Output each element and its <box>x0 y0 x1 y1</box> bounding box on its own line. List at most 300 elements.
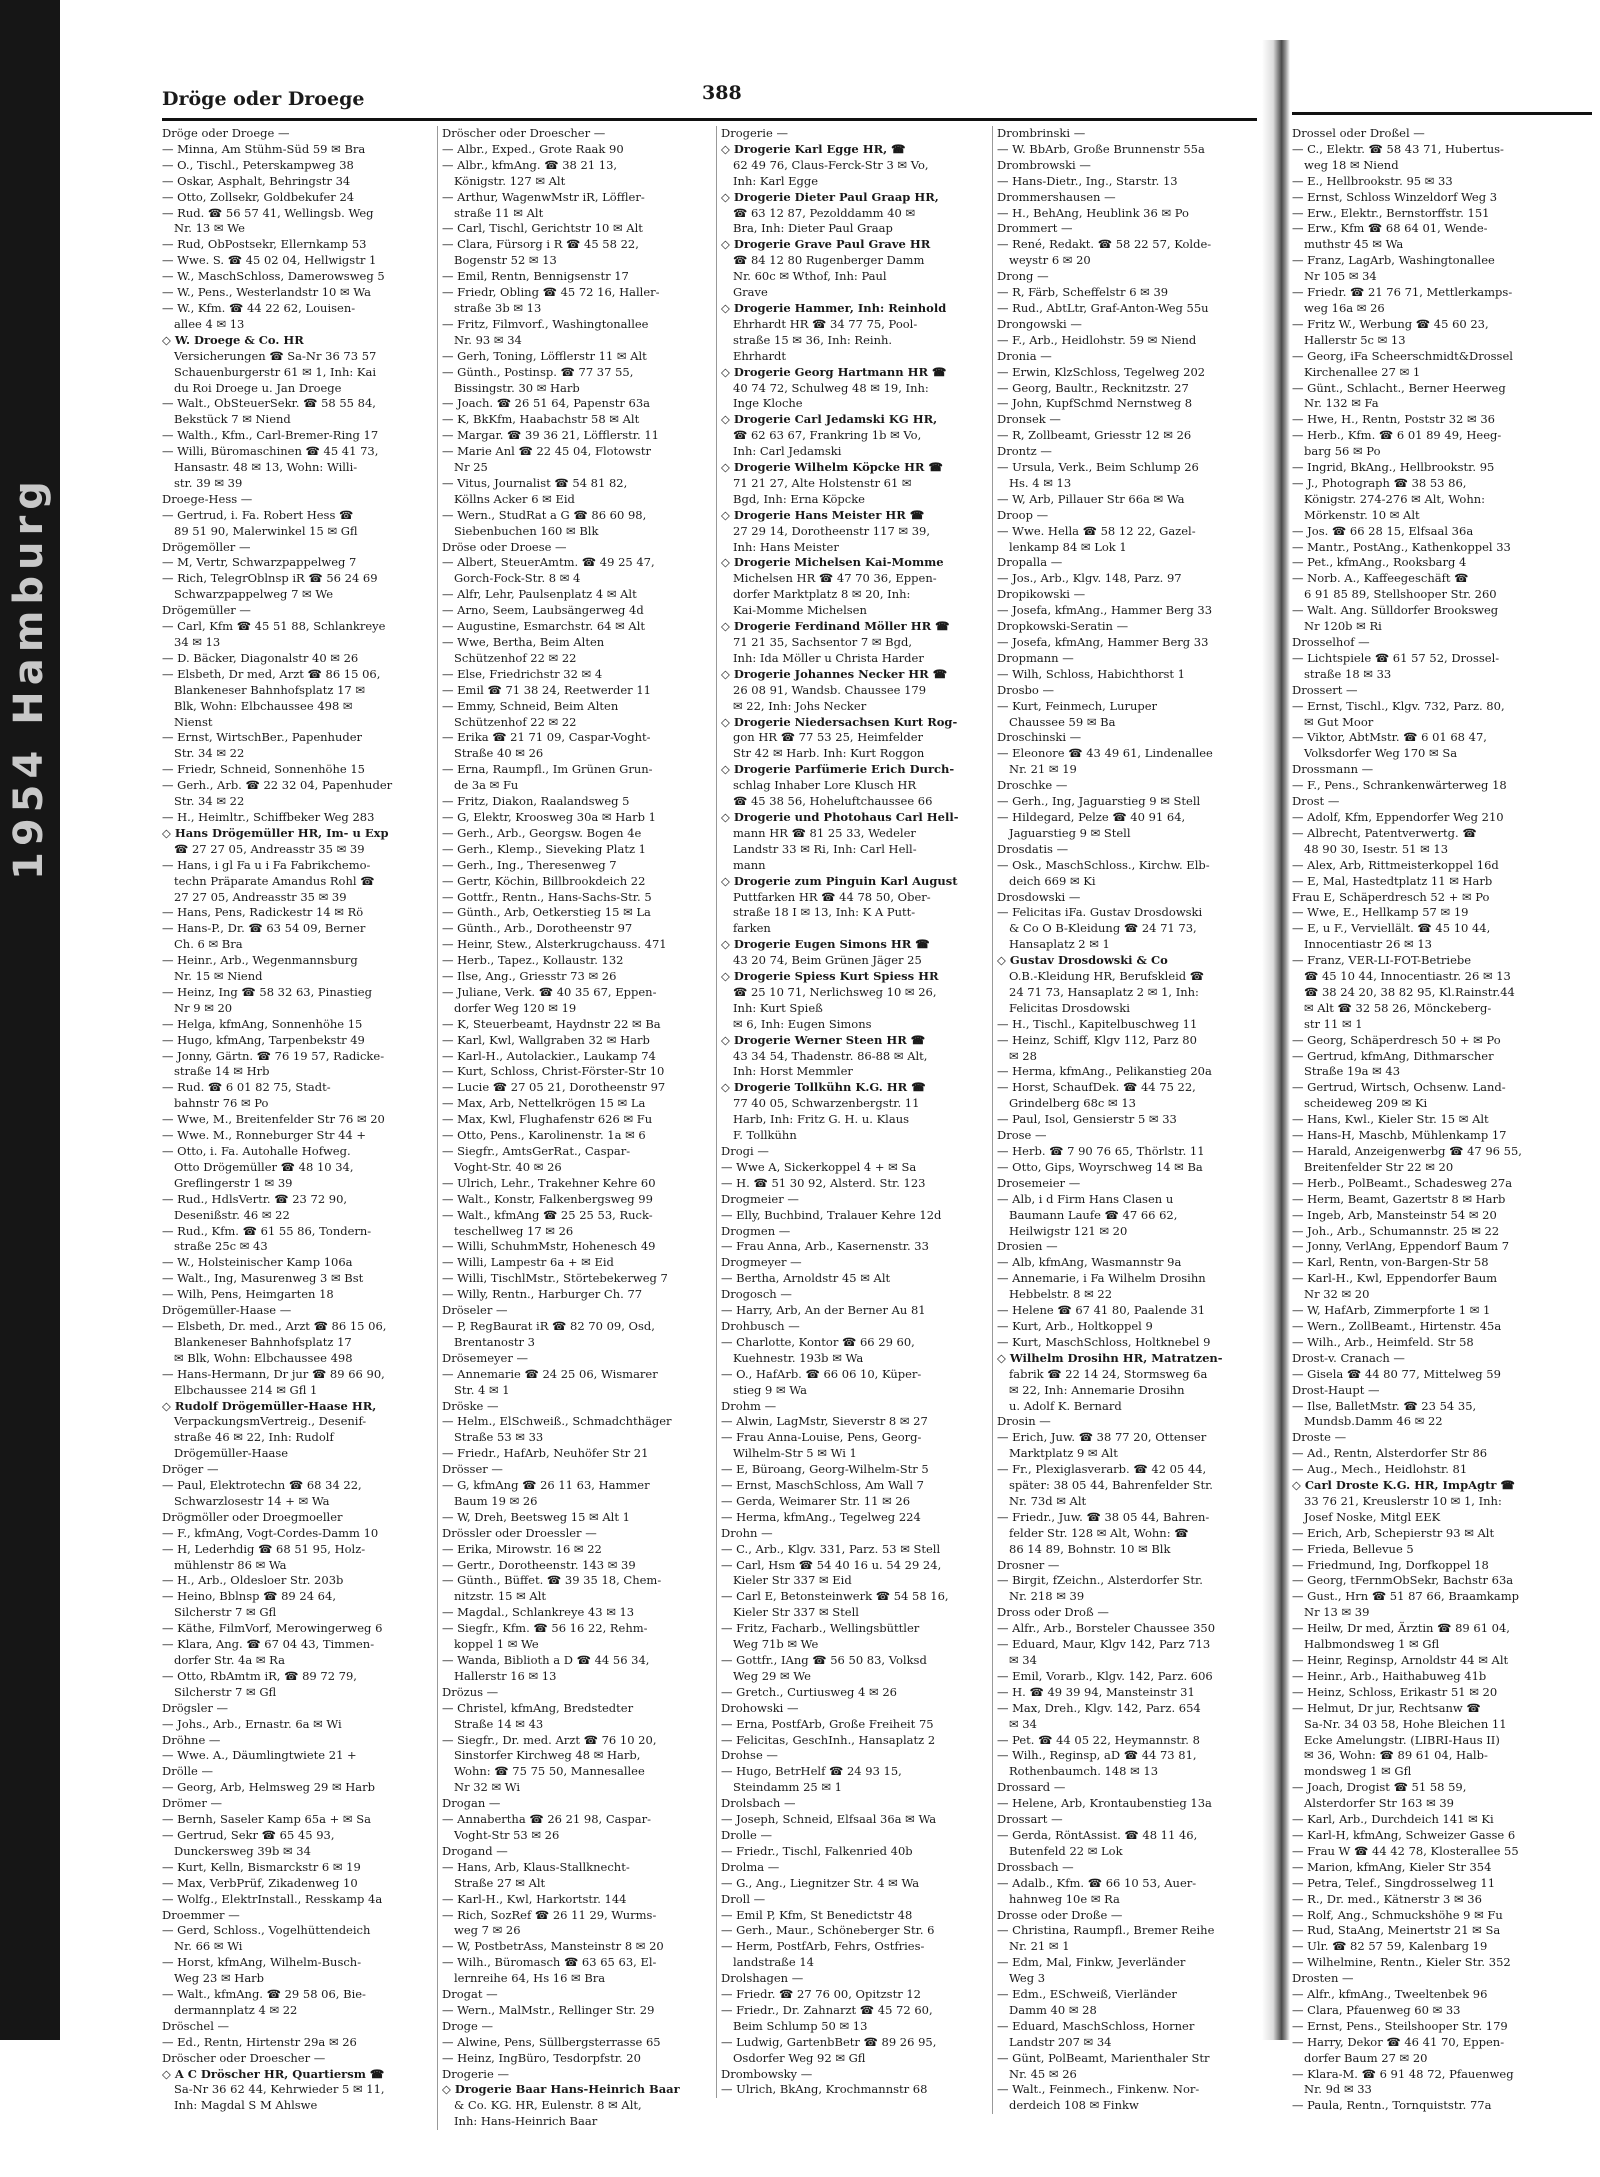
directory-entry: Versicherungen ☎ Sa-Nr 36 73 57 <box>174 348 377 363</box>
directory-entry: Ch. 6 ✉ Bra <box>174 937 243 952</box>
directory-entry: — Juliane, Verk. ☎ 40 35 67, Eppen- <box>442 984 657 999</box>
directory-entry: Harb, Inh: Fritz G. H. u. Klaus <box>733 1112 910 1127</box>
surname-heading: Drost-Haupt — <box>1292 1382 1380 1397</box>
directory-entry: straße 14 ✉ Hrb <box>174 1064 270 1079</box>
surname-heading: Drombrinski — <box>997 126 1086 140</box>
directory-entry: — H. ☎ 51 30 92, Alsterd. Str. 123 <box>721 1175 926 1190</box>
directory-entry: — Ingeb, Arb, Mansteinstr 54 ✉ 20 <box>1292 1207 1497 1222</box>
directory-entry: — Pet. ☎ 44 05 22, Heymannstr. 8 <box>997 1732 1200 1747</box>
directory-entry: ☎ 45 10 44, Innocentiastr. 26 ✉ 13 <box>1304 969 1511 984</box>
directory-entry: Greflingerstr 1 ✉ 39 <box>174 1175 293 1190</box>
directory-entry: — Wern., MalMstr., Rellinger Str. 29 <box>442 2002 655 2017</box>
directory-entry: — W. BbArb, Große Brunnenstr 55a <box>997 141 1205 156</box>
directory-entry: fabrik ☎ 22 14 24, Stormsweg 6a <box>1009 1366 1208 1381</box>
directory-entry: Nr. 73d ✉ Alt <box>1009 1493 1087 1508</box>
directory-entry: — Wwe. Hella ☎ 58 12 22, Gazel- <box>997 523 1196 538</box>
directory-entry: — Carl, Kfm ☎ 45 51 88, Schlankreye <box>162 619 386 634</box>
directory-entry: 26 08 91, Wandsb. Chaussee 179 <box>733 682 927 697</box>
directory-entry: — Fritz, Diakon, Raalandsweg 5 <box>442 794 630 809</box>
directory-entry: Wilhelm-Str 5 ✉ Wi 1 <box>733 1446 857 1461</box>
directory-entry: — Karl-H, kfmAng, Schweizer Gasse 6 <box>1292 1827 1516 1842</box>
directory-entry: ✉ 6, Inh: Eugen Simons <box>733 1016 872 1031</box>
directory-entry: Siebenbuchen 160 ✉ Blk <box>454 523 599 538</box>
directory-entry: — G., Ang., Liegnitzer Str. 4 ✉ Wa <box>721 1875 920 1890</box>
directory-entry: — Rud., HdlsVertr. ☎ 23 72 90, <box>162 1191 348 1206</box>
directory-entry: Königstr. 127 ✉ Alt <box>454 173 566 188</box>
directory-entry: — Frau W ☎ 44 42 78, Klosterallee 55 <box>1292 1843 1519 1858</box>
directory-entry: straße 3b ✉ 13 <box>454 300 542 315</box>
directory-entry: Marktplatz 9 ✉ Alt <box>1009 1446 1118 1461</box>
directory-entry: — Alex, Arb, Rittmeisterkoppel 16d <box>1292 857 1499 872</box>
directory-entry: — E, Mal, Hastedtplatz 11 ✉ Harb <box>1292 873 1493 888</box>
surname-heading: Dröge oder Droege — <box>162 126 290 140</box>
directory-entry: — Edm., ESchweiß, Vierländer <box>997 1987 1177 2002</box>
surname-heading: Drolma — <box>721 1859 780 1874</box>
directory-entry: dorfer Str. 4a ✉ Ra <box>174 1653 285 1667</box>
directory-entry: — W, Dreh, Beetsweg 15 ✉ Alt 1 <box>442 1509 630 1524</box>
surname-heading: Drose — <box>997 1128 1047 1143</box>
directory-entry: 86 14 89, Bohnstr. 10 ✉ Blk <box>1009 1541 1171 1556</box>
directory-entry: Elbchaussee 214 ✉ Gfl 1 <box>174 1382 318 1397</box>
surname-heading: Dröschel — <box>162 2018 230 2033</box>
business-listing: ◇ Carl Droste K.G. HR, ImpAgtr ☎ <box>1292 1478 1515 1493</box>
directory-entry: — H., Tischl., Kapitelbuschweg 11 <box>997 1016 1198 1031</box>
directory-entry: straße 18 I ✉ 13, Inh: K A Putt- <box>733 905 916 920</box>
directory-entry: Nienst <box>174 714 213 729</box>
directory-entry: — H., Heimltr., Schiffbeker Weg 283 <box>162 809 375 824</box>
directory-entry: Grave <box>733 285 768 300</box>
directory-entry: — Clara, Fürsorg i R ☎ 45 58 22, <box>442 237 639 252</box>
surname-heading: Drosselhof — <box>1292 635 1370 649</box>
directory-entry: Straße 27 ✉ Alt <box>454 1875 546 1890</box>
directory-entry: — Günth., Arb., Dorotheenstr 97 <box>442 921 633 936</box>
surname-heading: Drogmen — <box>721 1223 791 1238</box>
directory-entry: — Günth., Büffet. ☎ 39 35 18, Chem- <box>442 1573 662 1588</box>
directory-entry: — Bernh, Saseler Kamp 65a + ✉ Sa <box>162 1812 371 1827</box>
directory-entry: — Elsbeth, Dr. med., Arzt ☎ 86 15 06, <box>162 1318 387 1333</box>
directory-entry: — Gerh, Toning, Löfflerstr 11 ✉ Alt <box>442 348 647 363</box>
surname-heading: Drong — <box>997 269 1049 284</box>
surname-heading: Drögmöller oder Droegmoeller <box>162 1509 343 1524</box>
directory-entry: — Erw., Elektr., Bernstorffstr. 151 <box>1292 205 1490 220</box>
directory-entry: dorfer Baum 27 ✉ 20 <box>1304 2050 1428 2065</box>
directory-entry: — Walt., ObSteuerSekr. ☎ 58 55 84, <box>162 396 376 411</box>
directory-entry: ☎ 45 38 56, Hoheluftchaussee 66 <box>733 794 933 809</box>
directory-entry: — Rud. ☎ 56 57 41, Wellingsb. Weg <box>162 205 374 220</box>
directory-entry: — Carl, Hsm ☎ 54 40 16 u. 54 29 24, <box>721 1557 942 1572</box>
surname-heading: Drongowski — <box>997 316 1082 331</box>
directory-entry: — Willi, SchuhmMstr, Hohenesch 49 <box>442 1239 656 1254</box>
directory-entry: — Fr., Plexiglasverarb. ☎ 42 05 44, <box>997 1462 1207 1477</box>
directory-entry: — Günt, PolBeamt, Marienthaler Str <box>997 2050 1210 2065</box>
directory-entry: Otto Drögemüller ☎ 48 10 34, <box>174 1159 354 1174</box>
directory-entry: Inh: Magdal S M Ahlswe <box>174 2098 318 2113</box>
business-listing: ◇ A C Dröscher HR, Quartiersm ☎ <box>162 2066 385 2081</box>
directory-entry: — F., kfmAng, Vogt-Cordes-Damm 10 <box>162 1525 379 1540</box>
directory-entry: Kieler Str 337 ✉ Eid <box>733 1573 852 1588</box>
directory-entry: mondsweg 1 ✉ Gfl <box>1304 1764 1412 1779</box>
directory-entry: — M, Vertr, Schwarzpappelweg 7 <box>162 555 357 570</box>
surname-heading: Dröscher oder Droescher — <box>442 126 606 140</box>
surname-heading: Drogmeyer — <box>721 1255 802 1270</box>
directory-entry: — G, kfmAng ☎ 26 11 63, Hammer <box>442 1478 650 1493</box>
directory-entry: — Eduard, Maur, Klgv 142, Parz 713 <box>997 1637 1211 1652</box>
directory-entry: — Adalb., Kfm. ☎ 66 10 53, Auer- <box>997 1875 1197 1890</box>
directory-entry: Nr. 45 ✉ 26 <box>1009 2066 1077 2081</box>
directory-entry: — Wern., ZollBeamt., Hirtenstr. 45a <box>1292 1318 1502 1333</box>
directory-entry: — Heilw, Dr med, Ärztin ☎ 89 61 04, <box>1292 1621 1510 1636</box>
surname-heading: Dröseler — <box>442 1303 508 1318</box>
directory-entry: Mundsb.Damm 46 ✉ 22 <box>1304 1414 1443 1429</box>
directory-entry: — Willi, Lampestr 6a + ✉ Eid <box>442 1255 614 1270</box>
directory-entry: Hallerstr 16 ✉ 13 <box>454 1668 557 1683</box>
directory-entry: Voght-Str 53 ✉ 26 <box>454 1827 560 1842</box>
directory-entry: — Frieda, Bellevue 5 <box>1292 1541 1414 1556</box>
directory-entry: — Herm, PostfArb, Fehrs, Ostfries- <box>721 1939 925 1954</box>
directory-entry: Silcherstr 7 ✉ Gfl <box>174 1605 277 1620</box>
directory-entry: — Gisela ☎ 44 80 77, Mittelweg 59 <box>1292 1366 1501 1381</box>
directory-entry: lenkamp 84 ✉ Lok 1 <box>1009 539 1127 554</box>
directory-entry: — Erw., Kfm ☎ 68 64 01, Wende- <box>1292 221 1488 236</box>
directory-entry: Nr. 15 ✉ Niend <box>174 969 263 984</box>
business-listing: ◇ Drogerie Parfümerie Erich Durch- <box>721 762 955 777</box>
directory-entry: & Co. KG. HR, Eulenstr. 8 ✉ Alt, <box>454 2098 642 2113</box>
directory-entry: Breitenfelder Str 22 ✉ 20 <box>1304 1159 1454 1174</box>
directory-entry: — Ernst, Tischl., Klgv. 732, Parz. 80, <box>1292 698 1505 713</box>
spine-text: 1954 Hamburg <box>6 475 52 880</box>
directory-entry: Puttfarken HR ☎ 44 78 50, Ober- <box>733 889 931 904</box>
business-listing: ◇ Rudolf Drögemüller-Haase HR, <box>162 1398 377 1413</box>
directory-entry: — O., Tischl., Peterskampweg 38 <box>162 157 354 172</box>
directory-entry: — Erich, Arb, Schepierstr 93 ✉ Alt <box>1292 1525 1495 1540</box>
directory-entry: — Helene, Arb, Krontaubenstieg 13a <box>997 1796 1212 1811</box>
directory-entry: Nr 25 <box>454 460 488 475</box>
directory-entry: — Alwin, LagMstr, Sieverstr 8 ✉ 27 <box>721 1414 928 1429</box>
directory-entry: — Lucie ☎ 27 05 21, Dorotheenstr 97 <box>442 1080 666 1095</box>
directory-entry: — Fritz, Facharb., Wellingsbüttler <box>721 1621 920 1636</box>
directory-entry: — Max, Dreh., Klgv. 142, Parz. 654 <box>997 1700 1201 1715</box>
directory-entry: Bissingstr. 30 ✉ Harb <box>454 380 580 395</box>
surname-heading: Drossbach — <box>997 1859 1074 1874</box>
surname-heading: Drohn — <box>721 1525 773 1540</box>
directory-entry: Osdorfer Weg 92 ✉ Gfl <box>733 2050 866 2065</box>
directory-entry: — Kurt, Arb., Holtkoppel 9 <box>997 1318 1153 1333</box>
surname-heading: Dröse oder Droese — <box>442 539 567 554</box>
directory-entry: — Klara-M. ☎ 6 91 48 72, Pfauenweg <box>1292 2066 1514 2081</box>
directory-entry: — Edm, Mal, Finkw, Jeverländer <box>997 1955 1186 1970</box>
directory-entry: Nr. 13 ✉ We <box>174 221 245 236</box>
directory-entry: Ehrhardt <box>733 348 787 363</box>
directory-entry: — Alfr, Lehr, Paulsenplatz 4 ✉ Alt <box>442 587 637 602</box>
directory-entry: — Helene ☎ 67 41 80, Paalende 31 <box>997 1303 1206 1318</box>
directory-entry: schlag Inhaber Lore Klusch HR <box>733 778 917 793</box>
directory-entry: — Wilh, Schloss, Habichthorst 1 <box>997 666 1186 681</box>
directory-entry: — Max, Kwl, Flughafenstr 626 ✉ Fu <box>442 1112 653 1127</box>
directory-entry: Ecke Amelungstr. (LIBRI-Haus II) <box>1304 1732 1500 1747</box>
directory-entry: Str 42 ✉ Harb. Inh: Kurt Roggon <box>733 746 925 761</box>
directory-entry: — Herb. ☎ 7 90 76 65, Thörlstr. 11 <box>997 1144 1205 1158</box>
directory-entry: — Wwe. M., Ronneburger Str 44 + <box>162 1128 367 1143</box>
directory-entry: — Albert, SteuerAmtm. ☎ 49 25 47, <box>442 555 655 570</box>
directory-entry: — Elly, Buchbind, Tralauer Kehre 12d <box>721 1207 942 1222</box>
directory-entry: — Charlotte, Kontor ☎ 66 29 60, <box>721 1334 915 1349</box>
directory-entry: — Horst, kfmAng, Wilhelm-Busch- <box>162 1955 362 1970</box>
directory-entry: Hansaplatz 2 ✉ 1 <box>1009 937 1110 952</box>
directory-entry: — Walt., kfmAng. ☎ 29 58 06, Bie- <box>162 1987 366 2002</box>
business-listing: ◇ Drogerie Wilhelm Köpcke HR ☎ <box>721 460 943 475</box>
directory-entry: — Eduard, MaschSchloss, Horner <box>997 2018 1195 2033</box>
directory-entry: weg 16a ✉ 26 <box>1304 300 1385 315</box>
surname-heading: Dronsek — <box>997 412 1061 427</box>
directory-entry: — D. Bäcker, Diagonalstr 40 ✉ 26 <box>162 650 359 665</box>
directory-entry: — Kurt, Feinmech, Luruper <box>997 698 1158 713</box>
directory-entry: — Otto, RbAmtm iR, ☎ 89 72 79, <box>162 1668 357 1683</box>
directory-entry: — Georg, iFa Scheerschmidt&Drossel <box>1292 348 1513 363</box>
directory-entry: allee 4 ✉ 13 <box>174 316 245 331</box>
directory-entry: — Paul, Elektrotechn ☎ 68 34 22, <box>162 1478 362 1493</box>
directory-entry: Gorch-Fock-Str. 8 ✉ 4 <box>454 571 581 586</box>
directory-entry: — Fritz, Filmvorf., Washingtonallee <box>442 316 649 331</box>
directory-entry: — Friedr., Tischl, Falkenried 40b <box>721 1843 913 1858</box>
directory-entry: — Else, Friedrichstr 32 ✉ 4 <box>442 666 603 681</box>
directory-entry: — Wilh, Pens, Heimgarten 18 <box>162 1287 334 1302</box>
business-listing: ◇ Drogerie Baar Hans-Heinrich Baar <box>442 2082 680 2097</box>
surname-heading: Drosner — <box>997 1557 1060 1572</box>
directory-entry: Hebbelstr. 8 ✉ 22 <box>1009 1287 1113 1302</box>
directory-entry: ✉ Alt ☎ 32 58 26, Mönckeberg- <box>1304 1000 1492 1015</box>
directory-entry: — Walt. Ang. Sülldorfer Brooksweg <box>1292 603 1499 618</box>
directory-entry: — Otto, Pens., Karolinenstr. 1a ✉ 6 <box>442 1128 646 1143</box>
directory-entry: — Erna, Raumpfl., Im Grünen Grun- <box>442 762 653 777</box>
directory-entry: — Herb., PolBeamt., Schadesweg 27a <box>1292 1175 1513 1190</box>
directory-entry: — W., Kfm. ☎ 44 22 62, Louisen- <box>162 300 356 315</box>
directory-entry: — Felicitas, GeschInh., Hansaplatz 2 <box>721 1732 936 1747</box>
directory-entry: ✉ Blk, Wohn: Elbchaussee 498 <box>174 1350 353 1365</box>
surname-heading: Dröger — <box>162 1462 219 1477</box>
directory-entry: Baumann Laufe ☎ 47 66 62, <box>1009 1207 1178 1222</box>
directory-entry: — Mantr., PostAng., Kathenkoppel 33 <box>1292 539 1511 554</box>
directory-entry: — Kurt, Kelln, Bismarckstr 6 ✉ 19 <box>162 1859 361 1874</box>
directory-entry: — K, Steuerbeamt, Haydnstr 22 ✉ Ba <box>442 1016 661 1031</box>
directory-entry: Damm 40 ✉ 28 <box>1009 2002 1097 2017</box>
directory-entry: — Gertrud, i. Fa. Robert Hess ☎ <box>162 507 354 522</box>
directory-entry: straße 15 ✉ 36, Inh: Reinh. <box>733 332 893 347</box>
directory-entry: — Joach. ☎ 26 51 64, Papenstr 63a <box>442 396 651 411</box>
directory-entry: Grindelberg 68c ✉ 13 <box>1009 1096 1136 1111</box>
surname-heading: Dropikowski — <box>997 587 1086 602</box>
directory-entry: Sa-Nr. 34 03 58, Hohe Bleichen 11 <box>1304 1716 1507 1731</box>
surname-heading: Drosse oder Droße — <box>997 1907 1123 1922</box>
surname-heading: Drohowski — <box>721 1700 799 1715</box>
directory-entry: Schwarzpappelweg 7 ✉ We <box>174 587 334 602</box>
surname-heading: Drost — <box>1292 794 1340 809</box>
directory-entry: — Paul, Isol, Gensierstr 5 ✉ 33 <box>997 1112 1177 1127</box>
directory-entry: — Rud. ☎ 6 01 82 75, Stadt- <box>162 1080 331 1095</box>
directory-entry: — Gerh., Klemp., Sieveking Platz 1 <box>442 841 646 856</box>
directory-entry: Weg 3 <box>1009 1971 1046 1986</box>
directory-entry: — Paula, Rentn., Tornquiststr. 77a <box>1292 2098 1492 2113</box>
directory-entry: — Gertrud, Sekr ☎ 65 45 93, <box>162 1827 335 1842</box>
directory-entry: — Siegfr., AmtsGerRat., Caspar- <box>442 1144 631 1158</box>
directory-entry: — John, KupfSchmd Nernstweg 8 <box>997 396 1193 411</box>
directory-entry: 33 76 21, Kreuslerstr 10 ✉ 1, Inh: <box>1304 1493 1502 1508</box>
directory-entry: — Rud, ObPostsekr, Ellernkamp 53 <box>162 237 367 252</box>
directory-entry: 71 21 35, Sachsentor 7 ✉ Bgd, <box>733 635 913 649</box>
surname-heading: Drolshagen — <box>721 1971 804 1986</box>
directory-entry: Weg 23 ✉ Harb <box>174 1971 265 1986</box>
directory-entry: Frau E, Schäperdresch 52 + ✉ Po <box>1292 889 1490 904</box>
directory-entry: Nr 9 ✉ 20 <box>174 1000 233 1015</box>
surname-heading: Drogi — <box>721 1144 769 1158</box>
directory-entry: derdeich 108 ✉ Finkw <box>1009 2098 1139 2113</box>
directory-entry: — Siegfr., Dr. med. Arzt ☎ 76 10 20, <box>442 1732 657 1747</box>
directory-entry: gon HR ☎ 77 53 25, Heimfelder <box>733 730 924 745</box>
surname-heading: Drogan — <box>442 1796 501 1811</box>
directory-entry: später: 38 05 44, Bahrenfelder Str. <box>1009 1478 1213 1493</box>
directory-entry: 27 27 05, Andreasstr 35 ✉ 39 <box>174 889 347 904</box>
directory-entry: Hansastr. 48 ✉ 13, Wohn: Willi- <box>174 460 358 475</box>
directory-entry: — Margar. ☎ 39 36 21, Löfflerstr. 11 <box>442 428 659 443</box>
directory-entry: straße 18 ✉ 33 <box>1304 666 1392 681</box>
directory-entry: — Rud., Kfm. ☎ 61 55 86, Tondern- <box>162 1223 372 1238</box>
directory-entry: Wohn: ☎ 75 75 50, Mannesallee <box>454 1764 645 1779</box>
surname-heading: Drontz — <box>997 444 1052 459</box>
surname-heading: Drosten — <box>1292 1971 1354 1986</box>
directory-entry: — Hwe, H., Rentn, Poststr 32 ✉ 36 <box>1292 412 1495 427</box>
directory-entry: — Karl-H., Autolackier., Laukamp 74 <box>442 1048 656 1063</box>
directory-entry: deich 669 ✉ Ki <box>1009 873 1096 888</box>
directory-entry: Nr. 218 ✉ 39 <box>1009 1589 1085 1604</box>
directory-entry: — Hans, Pens, Radickestr 14 ✉ Rö <box>162 905 364 920</box>
directory-entry: — Arthur, WagenwMstr iR, Löffler- <box>442 189 645 204</box>
directory-entry: — W, PostbetrAss, Mansteinstr 8 ✉ 20 <box>442 1939 664 1954</box>
directory-entry: — Alb, kfmAng, Wasmannstr 9a <box>997 1255 1182 1270</box>
business-listing: ◇ Drogerie Johannes Necker HR ☎ <box>721 666 948 681</box>
directory-entry: — Pet., kfmAng., Rooksbarg 4 <box>1292 555 1467 570</box>
directory-entry: — W., Pens., Westerlandstr 10 ✉ Wa <box>162 285 371 300</box>
surname-heading: Dronia — <box>997 348 1052 363</box>
directory-entry: — W., Holsteinischer Kamp 106a <box>162 1255 353 1270</box>
directory-entry: — Wwe. S. ☎ 45 02 04, Hellwigstr 1 <box>162 253 377 268</box>
directory-entry: Königstr. 274-276 ✉ Alt, Wohn: <box>1304 491 1486 506</box>
directory-entry: — Rud., AbtLtr, Graf-Anton-Weg 55u <box>997 300 1209 315</box>
directory-entry: — Wilh., Arb., Heimfeld. Str 58 <box>1292 1334 1474 1349</box>
directory-entry: — Wwe, M., Breitenfelder Str 76 ✉ 20 <box>162 1112 385 1127</box>
surname-heading: Drohm — <box>721 1398 777 1413</box>
business-listing: ◇ Drogerie Georg Hartmann HR ☎ <box>721 364 947 379</box>
facing-page <box>1292 70 1592 2113</box>
directory-entry: — Georg, Arb, Helmsweg 29 ✉ Harb <box>162 1780 376 1795</box>
surname-heading: Drossart — <box>997 1812 1063 1827</box>
directory-entry: — Walth., Kfm., Carl-Bremer-Ring 17 <box>162 428 379 443</box>
directory-entry: — Karl-H., Kwl, Harkortstr. 144 <box>442 1891 627 1906</box>
directory-entry: — Helmut, Dr jur, Rechtsanw ☎ <box>1292 1700 1481 1715</box>
directory-entry: — Josefa, kfmAng., Hammer Berg 33 <box>997 603 1213 618</box>
directory-entry: — Walt., Ing, Masurenweg 3 ✉ Bst <box>162 1271 364 1286</box>
directory-entry: ✉ 36, Wohn: ☎ 89 61 04, Halb- <box>1304 1748 1488 1763</box>
directory-entry: Josef Noske, Mitgl EEK <box>1304 1509 1441 1524</box>
directory-entry: — Hugo, kfmAng, Tarpenbekstr 49 <box>162 1032 365 1047</box>
surname-heading: Drombrowski — <box>997 157 1091 172</box>
surname-heading: Drogosch — <box>721 1287 792 1302</box>
directory-entry: — Hans, Arb, Klaus-Stallknecht- <box>442 1859 630 1874</box>
directory-entry: — Lichtspiele ☎ 61 57 52, Drossel- <box>1292 650 1500 665</box>
directory-entry: — H., BehAng, Heublink 36 ✉ Po <box>997 205 1189 220</box>
directory-entry: — E, Büroang, Georg-Wilhelm-Str 5 <box>721 1462 929 1477</box>
directory-entry: — Frau Anna, Arb., Kasernenstr. 33 <box>721 1239 929 1254</box>
business-listing: ◇ Drogerie Eugen Simons HR ☎ <box>721 937 930 952</box>
directory-entry: — Ingrid, BkAng., Hellbrookstr. 95 <box>1292 460 1495 475</box>
directory-entry: — Helga, kfmAng, Sonnenhöhe 15 <box>162 1016 363 1031</box>
directory-entry: — Jos. ☎ 66 28 15, Elfsaal 36a <box>1292 523 1474 538</box>
directory-entry: Nr. 9d ✉ 33 <box>1304 2082 1372 2097</box>
directory-entry: — Georg, Baultr., Recknitzstr. 27 <box>997 380 1189 395</box>
directory-entry: ☎ 84 12 80 Rugenberger Damm <box>733 253 925 268</box>
directory-entry: nitzstr. 15 ✉ Alt <box>454 1589 547 1604</box>
directory-entry: — Helm., ElSchweiß., Schmadchthäger <box>442 1414 672 1429</box>
directory-entry: — Joach, Drogist ☎ 51 58 59, <box>1292 1780 1467 1795</box>
directory-column-3 <box>716 126 991 2098</box>
surname-heading: Drolsbach — <box>721 1796 796 1811</box>
directory-entry: — Georg, Schäperdresch 50 + ✉ Po <box>1292 1032 1501 1047</box>
directory-entry: 27 29 14, Dorotheenstr 117 ✉ 39, <box>733 523 930 538</box>
directory-entry: Landstr 33 ✉ Ri, Inh: Carl Hell- <box>733 841 917 856</box>
directory-entry: Blk, Wohn: Elbchaussee 498 ✉ <box>174 698 353 713</box>
directory-entry: lernreihe 64, Hs 16 ✉ Bra <box>454 1971 606 1986</box>
directory-entry: — K, BkKfm, Haabachstr 58 ✉ Alt <box>442 412 640 427</box>
directory-entry: — Erwin, KlzSchloss, Tegelweg 202 <box>997 364 1206 379</box>
surname-heading: Drogmeier — <box>721 1191 799 1206</box>
directory-entry: — Emil ☎ 71 38 24, Reetwerder 11 <box>442 682 651 697</box>
directory-entry: — Emmy, Schneid, Beim Alten <box>442 698 619 713</box>
directory-entry: Innocentiastr 26 ✉ 13 <box>1304 937 1432 952</box>
directory-entry: — Albrecht, Patentverwertg. ☎ <box>1292 825 1477 840</box>
directory-entry: weg 7 ✉ 26 <box>454 1923 521 1938</box>
directory-entry: — Heino, Bblnsp ☎ 89 24 64, <box>162 1589 336 1604</box>
directory-entry: — Erika ☎ 21 71 09, Caspar-Voght- <box>442 730 651 745</box>
directory-entry: Straße 19a ✉ 43 <box>1304 1064 1401 1079</box>
surname-heading: Droste — <box>1292 1430 1347 1445</box>
directory-entry: felder Str. 128 ✉ Alt, Wohn: ☎ <box>1009 1525 1189 1540</box>
directory-entry: dorfer Weg 120 ✉ 19 <box>454 1000 577 1015</box>
directory-entry: — Heinr., Arb., Haithabuweg 41b <box>1292 1668 1487 1683</box>
directory-entry: 43 34 54, Thadenstr. 86-88 ✉ Alt, <box>733 1048 928 1063</box>
directory-entry: — Viktor, AbtMstr. ☎ 6 01 68 47, <box>1292 730 1487 745</box>
directory-entry: Str. 34 ✉ 22 <box>174 794 245 809</box>
directory-entry: — Carl E, Betonsteinwerk ☎ 54 58 16, <box>721 1589 949 1604</box>
directory-entry: koppel 1 ✉ We <box>454 1637 539 1652</box>
directory-entry: — Günt., Schlacht., Berner Heerweg <box>1292 380 1506 395</box>
directory-entry: Michelsen HR ☎ 47 70 36, Eppen- <box>733 571 937 586</box>
business-listing: ◇ W. Droege & Co. HR <box>162 332 304 347</box>
directory-entry: — O., HafArb. ☎ 66 06 10, Küper- <box>721 1366 922 1381</box>
directory-column-2 <box>437 126 712 2130</box>
directory-entry: — Herm, Beamt, Gazertstr 8 ✉ Harb <box>1292 1191 1506 1206</box>
directory-entry: 6 91 85 89, Stellshooper Str. 260 <box>1304 587 1497 602</box>
directory-entry: — Ernst, WirtschBer., Papenhuder <box>162 730 363 745</box>
directory-entry: — Franz, VER-LI-FOT-Betriebe <box>1292 953 1472 968</box>
surname-heading: Drosdowski — <box>997 889 1081 904</box>
surname-heading: Drossmann — <box>1292 762 1374 777</box>
directory-entry: — Ernst, Schloss Winzeldorf Weg 3 <box>1292 189 1498 204</box>
directory-entry: Heilwigstr 121 ✉ 20 <box>1009 1223 1128 1238</box>
directory-entry: Kai-Momme Michelsen <box>733 603 867 618</box>
directory-entry: — H., Arb., Oldesloer Str. 203b <box>162 1573 344 1588</box>
directory-entry: — Alwine, Pens, Süllbergsterrasse 65 <box>442 2034 661 2049</box>
business-listing: ◇ Drogerie Dieter Paul Graap HR, <box>721 189 939 204</box>
directory-entry: — Georg, tFernmObSekr, Bachstr 63a <box>1292 1573 1514 1588</box>
directory-entry: ☎ 38 24 20, 38 82 95, Kl.Rainstr.44 <box>1304 984 1515 999</box>
